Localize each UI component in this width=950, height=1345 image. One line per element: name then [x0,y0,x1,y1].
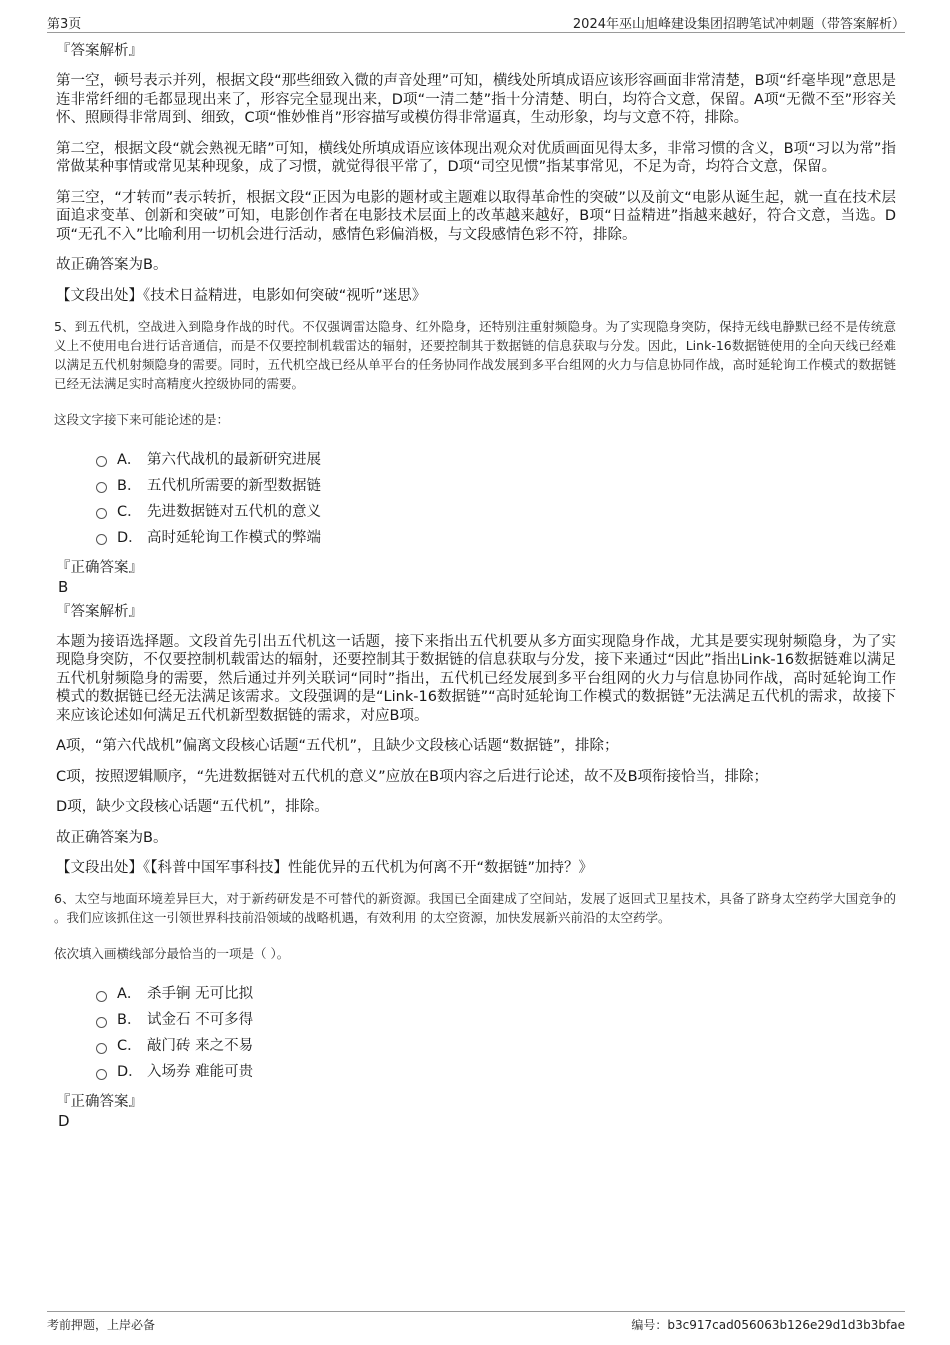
option-text: 高时延轮询工作模式的弊端 [147,529,321,546]
option-letter: A． [117,986,142,1002]
footer-slogan: 考前押题，上岸必备 [47,1318,156,1332]
option-a[interactable] [96,447,896,473]
option-letter: D． [117,1064,143,1080]
analysis-paragraph: 第三空，“才转而”表示转折，根据文段“正因为电影的题材或主题难以取得革命性的突破”以及前文“电影从诞生起，就一直在技术层面追求变革、创新和突破”可知，电影创作者在电影技术层面上的改革越来越好，B项“日益精进”指越来越好，符合文意，当选。D项“无孔不入”比喻利用一切机会进行活动，感情色彩偏消极，与文段感情色彩不符，排除。 [56,189,896,243]
page-footer [47,1311,905,1338]
question-5-text: 5、到五代机，空战进入到隐身作战的时代。不仅强调雷达隐身、红外隐身，还特别注重射频隐身。为了实现隐身突防，保持无线电静默已经不是传统意义上不使用电台进行话音通信，而是不仅要控制机载雷达的辐射，还要控制其于数据链的信息获取与分发。因此，Link-16数据链使用的全向天线已经难以满足五代机射频隐身的需要。同时，五代机空战已经从单平台的任务协同作战发展到多平台组网的火力与信息协同作战，高时延轮询工作模式的数据链已经无法满足实时高精度火控级协同的需要。 [54,318,896,391]
radio-button[interactable] [96,508,107,519]
question-5-options [96,447,896,551]
document-title: 2024年巫山旭峰建设集团招聘笔试冲刺题（带答案解析） [572,17,905,32]
analysis-label: 『答案解析』 [56,603,143,620]
radio-button[interactable] [96,482,107,493]
source-citation: 【文段出处】《技术日益精进，电影如何突破“视听”迷思》 [56,287,427,304]
option-text: 五代机所需要的新型数据链 [147,477,321,494]
option-text: 入场券 难能可贵 [147,1064,254,1080]
question-6-options [96,981,896,1085]
option-a[interactable] [96,981,896,1007]
analysis-label: 『答案解析』 [56,43,143,59]
option-text: 试金石 不可多得 [147,1012,254,1028]
page-number: 第3页 [47,17,82,32]
source-citation: 【文段出处】《【科普中国军事科技】性能优异的五代机为何离不开“数据链”加持？》 [56,860,594,876]
correct-answer-label: 『正确答案』 [56,559,143,576]
option-letter: B． [117,477,142,494]
option-letter: C． [117,503,142,520]
question-5-prompt: 这段文字接下来可能论述的是： [54,411,230,427]
analysis-paragraph: A项，“第六代战机”偏离文段核心话题“五代机”，且缺少文段核心话题“数据链”，排除； [56,738,619,754]
option-text: 先进数据链对五代机的意义 [147,503,321,520]
analysis-paragraph: 第二空，根据文段“就会熟视无睹”可知，横线处所填成语应该体现出观众对优质画面见得太多，非常习惯的含义，B项“习以为常”指常做某种事情或常见某种现象，成了习惯，就觉得很平常了，D项“司空见惯”指某事常见，不足为奇，均符合文意，保留。 [56,140,896,175]
option-text: 第六代战机的最新研究进展 [147,451,321,468]
analysis-paragraph: D项，缺少文段核心话题“五代机”，排除。 [56,799,329,815]
option-b[interactable] [96,1007,896,1033]
radio-button[interactable] [96,991,107,1002]
option-letter: B． [117,1012,142,1028]
document-body [56,42,896,1137]
correct-answer: D [58,1112,70,1130]
analysis-paragraph: 第一空，顿号表示并列，根据文段“那些细致入微的声音处理”可知，横线处所填成语应该形容画面非常清楚，B项“纤毫毕现”意思是连非常纤细的毛都显现出来了，形容完全显现出来，D项“一清二楚”指十分清楚、明白，均符合文意，保留。A项“无微不至”形容关怀、照顾得非常周到、细致，C项“惟妙惟肖”形容描写或模仿得非常逼真，生动形象，均与文意不符，排除。 [56,73,896,126]
option-c[interactable] [96,1033,896,1059]
correct-answer: B [58,577,69,596]
radio-button[interactable] [96,1017,107,1028]
option-d[interactable] [96,1059,896,1085]
radio-button[interactable] [96,1043,107,1054]
page-header [47,10,905,33]
analysis-paragraph: C项，按照逻辑顺序，“先进数据链对五代机的意义”应放在B项内容之后进行论述，故不及B项衔接恰当，排除； [56,768,769,785]
option-d[interactable] [96,525,896,551]
analysis-paragraph: 本题为接语选择题。文段首先引出五代机这一话题，接下来指出五代机要从多方面实现隐身作战，尤其是要实现射频隐身，为了实现隐身突防，不仅要控制机载雷达的辐射，还要控制其于数据链的信息获取与分发，接下来通过“因此”指出Link-16数据链难以满足五代机射频隐身的需要，然后通过并列关联词“同时”指出，五代机已经发展到多平台组网的火力与信息协同作战，高时延轮询工作模式的数据链已经无法满足该需求。文段强调的是“Link-16数据链”“高时延轮询工作模式的数据链”无法满足五代机的需求，故接下来应该论述如何满足五代机新型数据链的需求，对应B项。 [56,633,896,724]
document-code: 编号：b3c917cad056063b126e29d1d3b3bfae [631,1318,905,1332]
question-6-prompt: 依次填入画横线部分最恰当的一项是（ ）。 [54,946,290,961]
radio-button[interactable] [96,534,107,545]
option-letter: C． [117,1038,142,1054]
radio-button[interactable] [96,1069,107,1080]
correct-answer-label: 『正确答案』 [56,1094,143,1110]
option-text: 杀手锏 无可比拟 [147,986,254,1002]
option-text: 敲门砖 来之不易 [147,1038,254,1054]
option-c[interactable] [96,499,896,525]
option-letter: D． [117,529,143,546]
analysis-conclusion: 故正确答案为B。 [56,257,168,273]
option-b[interactable] [96,473,896,499]
question-6-text: 6、太空与地面环境差异巨大，对于新药研发是不可替代的新资源。我国已全面建成了空间站，发展了返回式卫星技术，具备了跻身太空药学大国竞争的 。我们应该抓住这一引领世界科技前沿领域的战略机遇，有效利用 的太空资源，加快发展新兴前沿的太空药学。 [54,891,896,925]
analysis-conclusion: 故正确答案为B。 [56,829,168,846]
option-letter: A． [117,451,142,468]
radio-button[interactable] [96,456,107,467]
